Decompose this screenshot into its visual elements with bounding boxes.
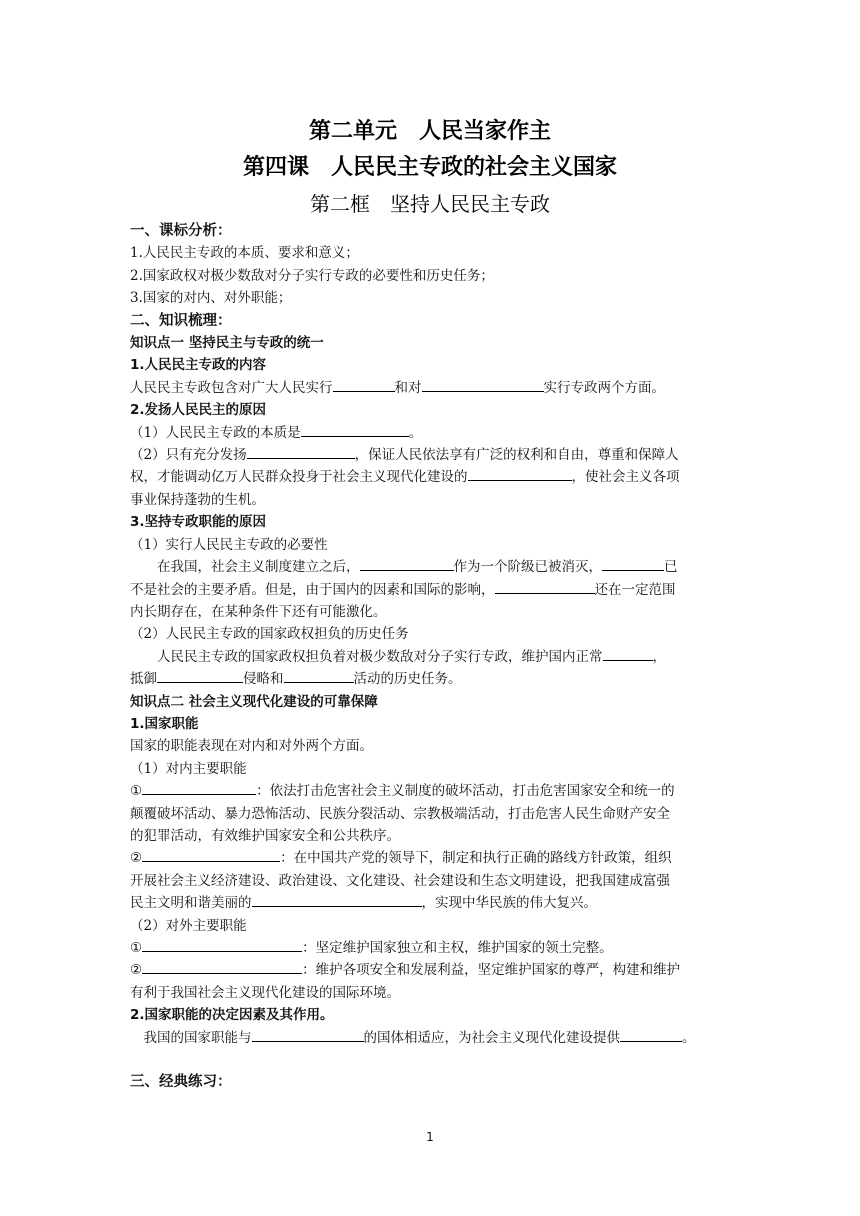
- paragraph: 有利于我国社会主义现代化建设的国际环境。: [130, 984, 400, 1001]
- standard-item-1: 1.人民民主专政的本质、要求和意义；: [130, 245, 359, 262]
- paragraph: ① ：依法打击危害社会主义制度的破坏活动，打击危害国家安全和统一的: [130, 780, 730, 802]
- paragraph: 民主文明和谐美丽的 ，实现中华民族的伟大复兴。: [130, 892, 730, 914]
- paragraph: 在我国，社会主义制度建立之后， 作为一个阶级已被消灭， 已: [130, 556, 730, 578]
- paragraph: 颠覆破坏活动、暴力恐怖活动、民族分裂活动、宗教极端活动，打击危害人民生命财产安全: [130, 805, 670, 822]
- paragraph: 抵御 侵略和 活动的历史任务。: [130, 668, 730, 690]
- frame-title: 第二框 坚持人民民主专政: [310, 192, 550, 216]
- knowledge-point-2-title: 知识点二 社会主义现代化建设的可靠保障: [130, 693, 378, 710]
- fill-blank[interactable]: [284, 668, 354, 683]
- paragraph: ② ：维护各项安全和发展利益，坚定维护国家的尊严，构建和维护: [130, 959, 730, 981]
- subsection-label: （2）人民民主专政的国家政权担负的历史任务: [130, 626, 409, 643]
- paragraph: ② ：在中国共产党的领导下，制定和执行正确的路线方针政策，组织: [130, 847, 730, 869]
- fill-blank[interactable]: [252, 892, 422, 907]
- document-body: [130, 220, 730, 1093]
- paragraph: 内长期存在，在某种条件下还有可能激化。: [130, 603, 387, 620]
- fill-blank[interactable]: [468, 466, 572, 481]
- section-heading-exercises: 三、经典练习：: [130, 1074, 232, 1091]
- knowledge-point-1-title: 知识点一 坚持民主与专政的统一: [130, 335, 324, 352]
- subsection-label: （2）对外主要职能: [130, 917, 247, 934]
- fill-blank[interactable]: [360, 556, 454, 571]
- section-heading-standards: 一、课标分析：: [130, 223, 232, 239]
- subsection-label: （1）对内主要职能: [130, 760, 247, 777]
- paragraph: （1）人民民主专政的本质是 。: [130, 422, 730, 444]
- paragraph: ① ：坚定维护国家独立和主权，维护国家的领土完整。: [130, 937, 730, 959]
- subheading-determinants: 2.国家职能的决定因素及其作用。: [130, 1007, 334, 1024]
- fill-blank[interactable]: [142, 780, 256, 795]
- paragraph: 不是社会的主要矛盾。但是，由于国内的因素和国际的影响， 还在一定范围: [130, 579, 730, 601]
- paragraph: 开展社会主义经济建设、政治建设、文化建设、社会建设和生态文明建设，把我国建成富强: [130, 872, 670, 889]
- paragraph: 我国的国家职能与 的国体相适应，为社会主义现代化建设提供 。: [130, 1027, 730, 1049]
- fill-blank[interactable]: [333, 377, 395, 392]
- fill-blank[interactable]: [301, 422, 409, 437]
- lesson-title: 第四课 人民民主专政的社会主义国家: [242, 155, 617, 180]
- paragraph: 人民民主专政包含对广大人民实行 和对 实行专政两个方面。: [130, 377, 730, 399]
- fill-blank[interactable]: [247, 444, 355, 459]
- fill-blank[interactable]: [252, 1027, 364, 1042]
- page-number: 1: [426, 1130, 434, 1144]
- subheading-reasons-democracy: 2.发扬人民民主的原因: [130, 402, 267, 419]
- fill-blank[interactable]: [157, 668, 243, 683]
- subheading-state-functions: 1.国家职能: [130, 715, 199, 732]
- standard-item-2: 2.国家政权对极少数敌对分子实行专政的必要性和历史任务；: [130, 267, 494, 284]
- fill-blank[interactable]: [142, 937, 302, 952]
- unit-title: 第二单元 人民当家作主: [308, 119, 551, 144]
- fill-blank[interactable]: [495, 579, 595, 594]
- fill-blank[interactable]: [422, 377, 544, 392]
- subsection-label: （1）实行人民民主专政的必要性: [130, 536, 328, 553]
- paragraph: 国家的职能表现在对内和对外两个方面。: [130, 738, 373, 755]
- fill-blank[interactable]: [602, 556, 664, 571]
- paragraph: 事业保持蓬勃的生机。: [130, 491, 265, 508]
- section-heading-knowledge: 二、知识梳理：: [130, 312, 232, 329]
- standard-item-3: 3.国家的对内、对外职能；: [130, 290, 292, 307]
- paragraph: 的犯罪活动，有效维护国家安全和公共秩序。: [130, 827, 400, 844]
- subheading-reasons-dictatorship: 3.坚持专政职能的原因: [130, 514, 267, 531]
- paragraph: 人民民主专政的国家政权担负着对极少数敌对分子实行专政，维护国内正常 ，: [130, 646, 730, 668]
- paragraph: （2）只有充分发扬 ，保证人民依法享有广泛的权利和自由，尊重和保障人: [130, 444, 730, 466]
- paragraph: 权，才能调动亿万人民群众投身于社会主义现代化建设的 ，使社会主义各项: [130, 466, 730, 488]
- subheading-content: 1.人民民主专政的内容: [130, 357, 267, 374]
- fill-blank[interactable]: [620, 1027, 682, 1042]
- fill-blank[interactable]: [142, 959, 302, 974]
- fill-blank[interactable]: [142, 847, 280, 862]
- fill-blank[interactable]: [603, 646, 653, 661]
